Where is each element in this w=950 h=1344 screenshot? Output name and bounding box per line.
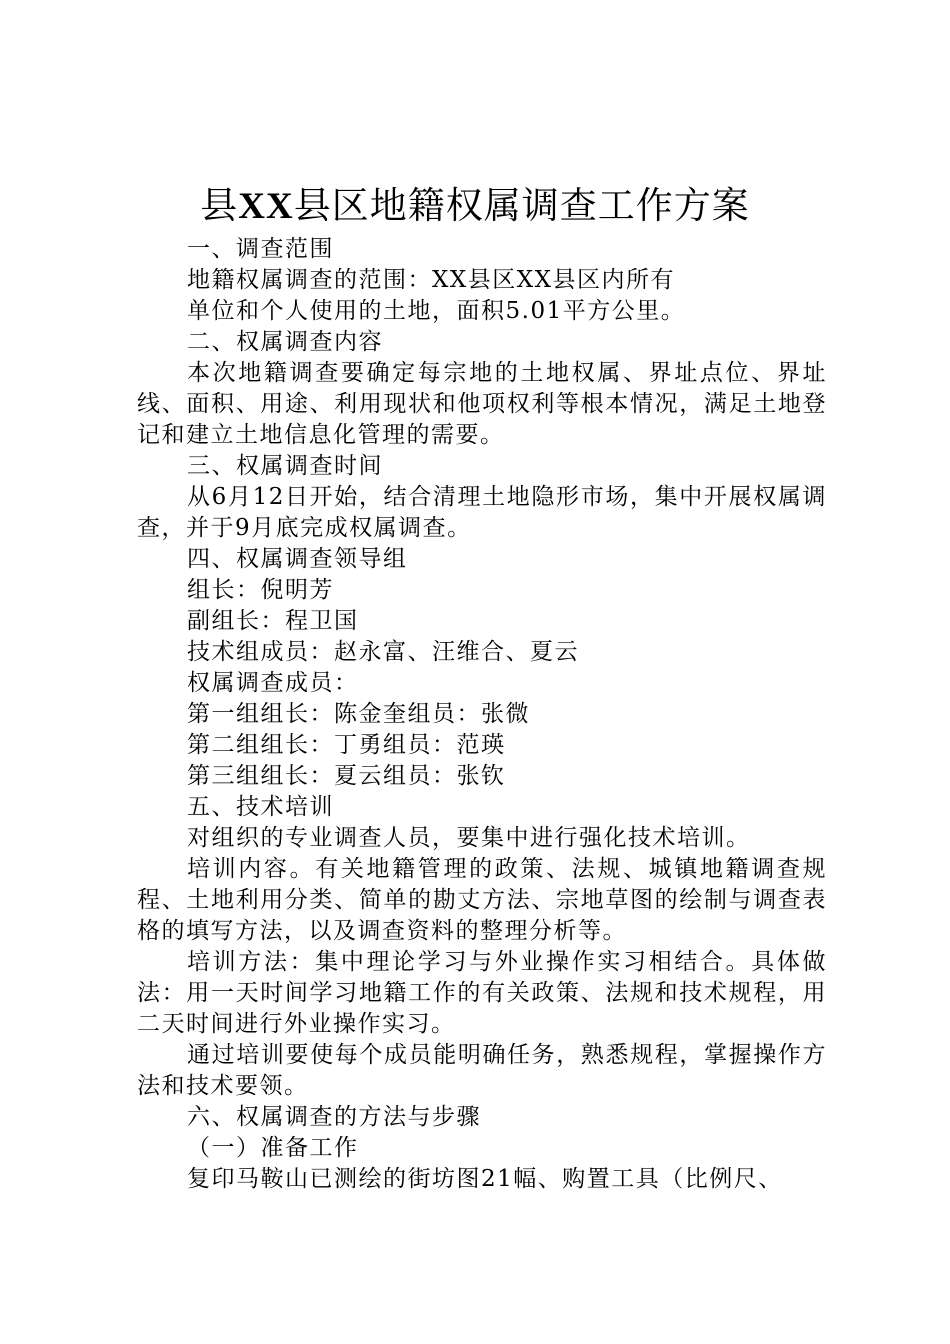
section-heading-scope: 一、调查范围 xyxy=(187,236,334,262)
paragraph-content: 本次地籍调查要确定每宗地的土地权属、界址点位、界址线、面积、用途、利用现状和他项权利等根本情况，满足土地登记和建立土地信息化管理的需要。 xyxy=(137,360,827,448)
document-body xyxy=(137,234,827,1195)
paragraph-scope-line-1: 地籍权属调查的范围：XX县区XX县区内所有 xyxy=(187,267,675,293)
paragraph-training-method: 培训方法：集中理论学习与外业操作实习相结合。具体做法：用一天时间学习地籍工作的有关政策、法规和技术规程，用二天时间进行外业操作实习。 xyxy=(137,949,827,1037)
group-three-line: 第三组组长：夏云组员：张钦 xyxy=(187,763,506,789)
paragraph-scope-line-2: 单位和个人使用的土地，面积5.01平方公里。 xyxy=(187,298,686,324)
group-one-line: 第一组组长：陈金奎组员：张微 xyxy=(187,701,530,727)
title-part-3: 县区地籍权属调查工作方案 xyxy=(293,184,750,227)
paragraph-training-intro: 对组织的专业调查人员，要集中进行强化技术培训。 xyxy=(187,825,751,851)
document-title xyxy=(0,182,950,231)
title-part-1: 县 xyxy=(200,184,239,227)
section-heading-time: 三、权属调查时间 xyxy=(187,453,383,479)
paragraph-preparation: 复印马鞍山已测绘的街坊图21幅、购置工具（比例尺、 xyxy=(187,1166,783,1192)
paragraph-training-content: 培训内容。有关地籍管理的政策、法规、城镇地籍调查规程、土地利用分类、简单的勘丈方法、宗地草图的绘制与调查表格的填写方法，以及调查资料的整理分析等。 xyxy=(137,856,827,944)
section-heading-training: 五、技术培训 xyxy=(187,794,334,820)
group-two-line: 第二组组长：丁勇组员：范瑛 xyxy=(187,732,506,758)
paragraph-training-goal: 通过培训要使每个成员能明确任务，熟悉规程，掌握操作方法和技术要领。 xyxy=(137,1042,827,1099)
paragraph-time: 从6月12日开始，结合清理土地隐形市场，集中开展权属调查，并于9月底完成权属调查。 xyxy=(137,484,827,541)
section-heading-content: 二、权属调查内容 xyxy=(187,329,383,355)
leader-line: 组长：倪明芳 xyxy=(187,577,334,603)
survey-members-line: 权属调查成员： xyxy=(187,670,359,696)
tech-group-line: 技术组成员：赵永富、汪维合、夏云 xyxy=(187,639,579,665)
section-heading-leadership: 四、权属调查领导组 xyxy=(187,546,408,572)
subsection-heading-preparation: （一）准备工作 xyxy=(187,1135,359,1161)
title-part-2: XX xyxy=(238,186,294,227)
deputy-leader-line: 副组长：程卫国 xyxy=(187,608,359,634)
section-heading-method: 六、权属调查的方法与步骤 xyxy=(187,1104,481,1130)
